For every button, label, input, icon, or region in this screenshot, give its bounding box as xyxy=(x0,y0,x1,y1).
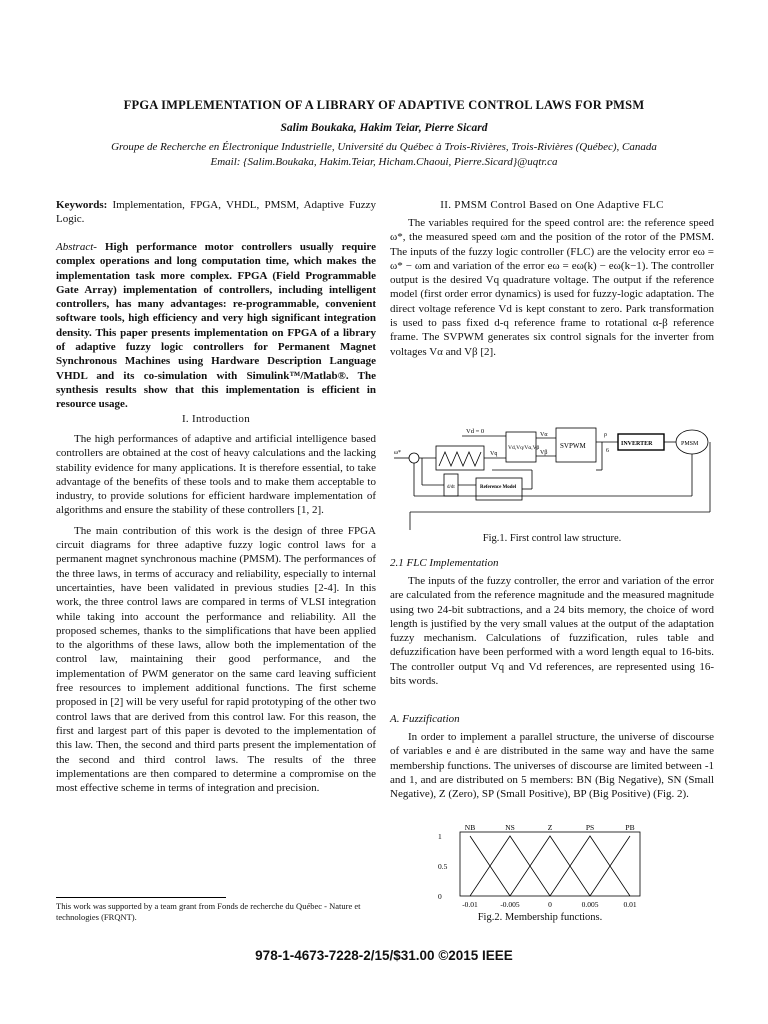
rho-label: ρ xyxy=(604,432,607,438)
section-2-paragraph: The variables required for the speed control are: the reference speed ω*, the measured speed ωm and the position of the rotor of the PMSM. The inputs of the fuzzy logic controller (FLC) are the velocity error eω = ω* − ωm and variation of the error eω = eω(k) − eω(k−1). The controller output is the desired Vq quadrature voltage. The output if the reference model (first order error dynamics) is used for fuzzy-logic adaptation. The direct voltage reference Vd is kept constant to zero. Park transformation is used to pass fixed d-q reference frame to rotational α-β reference frame. The SVPWM generates six control signals for the inverter from voltages Vα and Vβ [2]. xyxy=(390,217,714,358)
section-2-1-heading: 2.1 FLC Implementation xyxy=(390,557,499,569)
x-tick-label: 0 xyxy=(548,900,552,909)
error-summing-junction xyxy=(409,453,419,463)
membership-line-ps xyxy=(550,836,630,896)
section-2-1-body xyxy=(390,574,714,688)
x-tick-label: -0.005 xyxy=(500,900,520,909)
section-2-body xyxy=(390,216,714,359)
series-label-ns: NS xyxy=(505,823,515,832)
section-1-body xyxy=(56,432,376,795)
membership-line-z xyxy=(510,836,590,896)
paper-authors: Salim Boukaka, Hakim Teiar, Pierre Sicard xyxy=(280,122,488,134)
left-column xyxy=(56,198,376,227)
abstract-label: Abstract- xyxy=(56,241,97,253)
park-label: Vd,Vq/Vα,Vβ xyxy=(508,445,540,451)
y-tick-label: 0.5 xyxy=(438,862,448,871)
vq-label: Vq xyxy=(490,451,498,457)
valpha-label: Vα xyxy=(540,432,548,438)
reference-model-label: Reference Model xyxy=(480,485,517,490)
section-a-heading: A. Fuzzification xyxy=(390,713,460,725)
figure-1-diagram xyxy=(392,422,716,530)
section-a-body xyxy=(390,730,714,801)
plot-frame xyxy=(460,832,640,896)
email-line: Email: {Salim.Boukaka, Hakim.Teiar, Hicham.Chaoui, Pierre.Sicard}@uqtr.ca xyxy=(210,156,558,168)
section-2-heading: II. PMSM Control Based on One Adaptive FLC xyxy=(440,199,664,211)
footnote-rule xyxy=(56,897,226,898)
x-tick-label: -0.01 xyxy=(462,900,478,909)
y-tick-label: 1 xyxy=(438,832,442,841)
vd-label: Vd = 0 xyxy=(466,428,485,435)
affiliation: Groupe de Recherche en Électronique Industrielle, Université du Québec à Trois-Rivières, Trois-Rivières (Québec), Canada xyxy=(111,141,657,153)
flc-paragraph: The inputs of the fuzzy controller, the error and variation of the error are calculated from the reference magnitude and the measured magnitude using two 24-bit subtractions, and a 24 bits memory, the choice of word length is justified by the very small values at the output of the adaptation fuzzy mechanism. Calculations of fuzzification, rules table and defuzzification have been performed with a word length equal to 16-bits. The controller output Vq and Vd references, are represented using 16-bits words. xyxy=(390,575,714,688)
six-signals-label: 6 xyxy=(606,448,609,454)
section-1-heading: I. Introduction xyxy=(181,413,251,425)
abstract xyxy=(56,240,376,412)
footnote: This work was supported by a team grant from Fonds de recherche du Québec - Nature et technologies (FRQNT). xyxy=(56,901,361,922)
abstract-text: High performance motor controllers usually require complex operations and long computation time, which makes the implementation task more complex. FPGA (Field Programmable Gate Array) implementation of controllers, including intelligent controllers, has many advantages: re-programmable, convenient software tools, high efficiency and very high significant integration density. This paper presents implementation on FPGA of a library of adaptive fuzzy logic controllers for Permanent Magnet Synchronous Machines using Hardware Description Language VHDL and its co-simulation with Simulink™/Matlab®. The synthesis results show that this implementation is efficient in resource usage. xyxy=(56,241,376,411)
copyright-footer: 978-1-4673-7228-2/15/$31.00 ©2015 IEEE xyxy=(255,948,513,963)
keywords-label: Keywords: xyxy=(56,199,108,211)
series-label-ps: PS xyxy=(585,823,595,832)
figure-2-chart xyxy=(430,822,650,914)
y-tick-label: 0 xyxy=(438,892,442,901)
keywords xyxy=(56,198,376,227)
intro-paragraph-2: The main contribution of this work is the design of three FPGA circuit diagrams for three adaptive fuzzy logic control laws for a permanent magnet synchronous machine (PMSM). The performances of the three laws, in terms of accuracy and reliability, especially to internal uncertainties, have been validated in previous studies [2-4]. In this work, the three control laws are compared in terms of VLSI integration while taking into account the performance and reliability. All the proposed schemes, thanks to the simplifications that have been applied to the algorithms of these laws, allow both the implementation of the control law, maintaining their good performance, and the implementation of PWM generator on the same card leaving sufficient free resources to implement additional functions. The first scheme proposed in [2] will be very useful for rapid prototyping of the other two control laws that are derived from this control law. For this reason, the first and largest part of this paper is devoted to the implementation of this law. Then, the second and third parts present the implementation of the second and third control laws. The results of the three implementations are then compared to determine a compromise on the most effective scheme in terms of integration and precision. xyxy=(56,524,376,795)
omega-star-label: ω* xyxy=(394,450,401,456)
series-label-pb: PB xyxy=(625,823,635,832)
pmsm-label: PMSM xyxy=(681,441,699,447)
derivative-label: d/dt xyxy=(447,485,455,490)
series-label-nb: NB xyxy=(464,823,476,832)
series-label-z: Z xyxy=(547,823,553,832)
intro-paragraph-1: The high performances of adaptive and artificial intelligence based controllers are obtained at the cost of heavy calculations and the lacking stability evidence for many applications. It is therefore essential, to take advantage of the benefits of these tools and to make them acceptable to industry, to provide solutions for efficient hardware implementation of algorithms and ensure the stability of these controllers [1, 2]. xyxy=(56,433,376,517)
x-tick-label: 0.01 xyxy=(623,900,637,909)
keywords-text: Implementation, FPGA, VHDL, PMSM, Adaptive Fuzzy Logic. xyxy=(56,199,376,226)
abstract-block xyxy=(56,240,376,412)
inverter-label: INVERTER xyxy=(621,441,653,447)
vbeta-label: Vβ xyxy=(540,450,548,456)
membership-line-ns xyxy=(470,836,550,896)
affiliation-block xyxy=(0,140,768,170)
x-tick-label: 0.005 xyxy=(581,900,599,909)
figure-2-caption: Fig.2. Membership functions. xyxy=(477,912,603,923)
fuzzification-paragraph: In order to implement a parallel structure, the universe of discourse of variables e and ė are distributed in the same way and have the same membership functions. The universes of discourse are limited between -1 and 1, and are distributed on 5 members: BN (Big Negative), SN (Small Negative), Z (Zero), SP (Small Positive), BP (Big Positive) (Fig. 2). xyxy=(390,731,714,801)
figure-1-caption: Fig.1. First control law structure. xyxy=(482,533,622,544)
paper-title: FPGA IMPLEMENTATION OF A LIBRARY OF ADAPTIVE CONTROL LAWS FOR PMSM xyxy=(123,98,645,112)
svpwm-label: SVPWM xyxy=(560,442,586,450)
